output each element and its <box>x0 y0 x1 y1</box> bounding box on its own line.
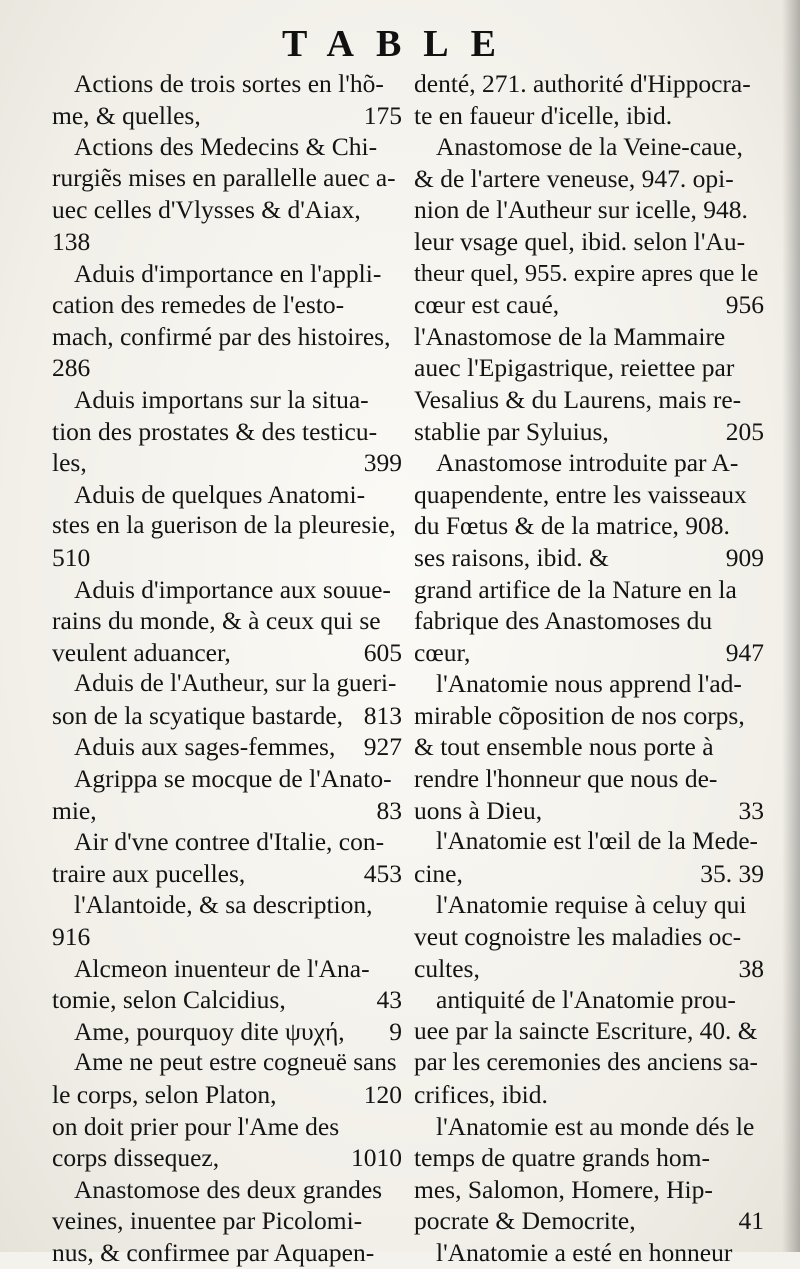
index-line <box>414 289 764 321</box>
page-reference <box>396 416 402 448</box>
index-line <box>414 826 764 858</box>
index-line <box>414 605 764 637</box>
index-line <box>414 1205 764 1237</box>
page-reference <box>758 1142 764 1174</box>
page-reference <box>758 889 764 921</box>
index-entry-text: antiquité de l'Anatomie prou- <box>436 985 736 1015</box>
index-line <box>414 700 764 732</box>
index-entry-text: cœur, <box>414 637 471 667</box>
index-entry-text: Anastomose de la Veine-caue, <box>436 132 743 162</box>
page-reference: 605 <box>363 637 402 667</box>
page-reference <box>758 447 764 479</box>
index-entry-text: crifices, ibid. <box>414 1080 548 1109</box>
index-line <box>52 795 402 827</box>
page-reference: 83 <box>376 795 402 825</box>
index-entry-text: uee par la saincte Escriture, 40. & <box>414 1016 758 1045</box>
page-reference <box>396 194 402 226</box>
right-column <box>414 68 764 1269</box>
index-line <box>414 984 764 1016</box>
page-reference <box>396 542 402 574</box>
page-reference <box>758 763 764 795</box>
index-entry-text: theur quel, 955. expire apres que le <box>414 259 759 287</box>
index-line <box>52 763 402 795</box>
index-entry-text: l'Alantoide, & sa description, <box>74 890 373 920</box>
index-line <box>414 637 764 669</box>
page-reference: 43 <box>376 985 402 1015</box>
index-entry-text: veut cognoistre les maladies oc- <box>414 922 742 952</box>
page-reference <box>396 826 402 858</box>
index-entry-text: Aduis de quelques Anatomi- <box>74 479 366 509</box>
index-line <box>52 352 402 384</box>
index-entry-text: pocrate & Democrite, <box>414 1206 636 1236</box>
page-reference <box>758 1079 764 1111</box>
index-line <box>52 194 402 226</box>
index-entry-text: tomie, selon Calcidius, <box>52 985 286 1015</box>
index-line <box>414 100 764 132</box>
index-line <box>52 637 402 669</box>
page-reference <box>396 921 402 953</box>
index-line <box>414 384 764 416</box>
index-entry-text: 286 <box>52 353 91 383</box>
page-reference: 927 <box>363 732 402 762</box>
index-entry-text: uons à Dieu, <box>414 795 543 825</box>
index-entry-text: Aduis de l'Autheur, sur la gueri- <box>74 670 397 698</box>
index-entry-text: tion des prostates & des testicu- <box>52 416 378 446</box>
page-reference <box>758 258 764 290</box>
index-entry-text: rendre l'honneur que nous de- <box>414 764 718 794</box>
index-entry-text: nus, & confirmee par Aquapen- <box>52 1237 375 1267</box>
page-reference: 1010 <box>351 1143 402 1173</box>
index-line <box>52 542 402 574</box>
index-line <box>52 1237 402 1269</box>
index-line <box>414 542 764 574</box>
page-reference <box>758 352 764 384</box>
page-reference <box>396 68 402 100</box>
index-entry-text: Anastomose des deux grandes <box>74 1174 383 1204</box>
index-line <box>52 479 402 511</box>
index-line <box>52 668 402 700</box>
page-reference: 909 <box>725 542 764 572</box>
index-entry-text: veines, inuentee par Picolomi- <box>52 1206 363 1236</box>
page-reference: 120 <box>363 1080 402 1109</box>
index-entry-text: traire aux pucelles, <box>52 858 246 888</box>
index-line <box>52 68 402 100</box>
page-reference <box>396 479 402 511</box>
index-entry-text: denté, 271. authorité d'Hippocra- <box>414 69 751 98</box>
index-entry-text: l'Anatomie nous apprend l'ad- <box>436 669 742 699</box>
page-header: TABLE <box>281 23 518 65</box>
index-entry-text: Ame ne peut estre cogneuë sans <box>74 1049 397 1077</box>
index-entry-text: 916 <box>52 922 91 952</box>
index-entry-text: rurgiẽs mises en parallelle auec a- <box>52 163 396 192</box>
page-reference <box>396 289 402 321</box>
page-reference: 956 <box>725 290 764 320</box>
page-reference <box>396 226 402 258</box>
page-reference: 35. 39 <box>700 858 764 888</box>
page-reference <box>758 163 764 195</box>
index-entry-text: Aduis aux sages-femmes, <box>74 732 336 762</box>
index-line <box>414 1142 764 1174</box>
index-line <box>52 1142 402 1174</box>
page-reference <box>758 1174 764 1206</box>
index-entry-text: par les ceremonies des anciens sa- <box>414 1049 758 1077</box>
page-edge-shadow <box>782 0 800 1252</box>
index-entry-text: temps de quatre grands hom- <box>414 1143 711 1173</box>
index-line <box>52 510 402 542</box>
index-line <box>414 889 764 921</box>
page-reference <box>396 953 402 985</box>
index-line <box>414 763 764 795</box>
index-line <box>52 700 402 732</box>
index-entry-text: stes en la guerison de la pleuresie, <box>52 512 396 540</box>
index-entry-text: Aduis d'importance en l'appli- <box>74 258 382 288</box>
index-entry-text: l'Anastomose de la Mammaire <box>414 321 726 351</box>
index-line <box>414 352 764 384</box>
index-line <box>414 731 764 763</box>
page-reference <box>396 1237 402 1269</box>
page-reference <box>396 574 402 606</box>
index-line <box>414 1047 764 1079</box>
index-line <box>414 1079 764 1111</box>
index-line <box>414 194 764 226</box>
index-entry-text: grand artifice de la Nature en la <box>414 574 737 604</box>
index-line <box>52 416 402 448</box>
page-reference: 205 <box>725 416 764 446</box>
index-line <box>414 953 764 985</box>
page-reference <box>396 163 402 195</box>
page-reference: 33 <box>738 795 764 825</box>
page-reference <box>396 1111 402 1143</box>
index-entry-text: te en faueur d'icelle, ibid. <box>414 100 673 130</box>
page-reference <box>396 763 402 795</box>
index-line <box>414 163 764 195</box>
index-entry-text: du Fœtus & de la matrice, 908. <box>414 511 730 541</box>
page-reference <box>758 574 764 606</box>
index-entry-text: corps dissequez, <box>52 1143 220 1173</box>
index-line <box>52 1205 402 1237</box>
page-reference: 399 <box>363 448 402 478</box>
index-entry-text: Aduis importans sur la situa- <box>74 384 369 414</box>
index-entry-text: le corps, selon Platon, <box>52 1080 277 1109</box>
index-line <box>414 858 764 890</box>
index-line <box>52 1047 402 1079</box>
index-line <box>414 131 764 163</box>
index-line <box>414 321 764 353</box>
index-line <box>52 258 402 290</box>
page-reference <box>758 68 764 100</box>
page-reference <box>396 258 402 290</box>
index-entry-text: & tout ensemble nous porte à <box>414 732 714 762</box>
page-reference <box>396 352 402 384</box>
page-reference <box>397 1047 403 1079</box>
index-entry-text: Aduis d'importance aux souue- <box>74 574 391 604</box>
index-entry-text: l'Anatomie est l'œil de la Mede- <box>436 828 758 856</box>
index-line <box>414 668 764 700</box>
index-entry-text: nion de l'Autheur sur icelle, 948. <box>414 195 748 225</box>
page-reference <box>396 889 402 921</box>
page-reference <box>758 226 764 258</box>
index-entry-text: mie, <box>52 795 97 825</box>
index-line <box>414 795 764 827</box>
index-line <box>414 258 764 290</box>
index-line <box>52 953 402 985</box>
index-line <box>414 921 764 953</box>
index-line <box>414 1237 764 1269</box>
index-entry-text: son de la scyatique bastarde, <box>52 700 344 730</box>
index-entry-text: l'Anatomie requise à celuy qui <box>436 890 747 920</box>
index-line <box>52 984 402 1016</box>
index-line <box>52 1016 402 1048</box>
page-reference <box>758 384 764 416</box>
page-reference <box>396 1174 402 1206</box>
page-reference <box>758 1111 764 1143</box>
index-line <box>52 889 402 921</box>
index-entry-text: leur vsage quel, ibid. selon l'Au- <box>414 226 746 256</box>
page-reference <box>758 826 764 858</box>
index-line <box>52 1079 402 1111</box>
index-line <box>52 605 402 637</box>
index-entry-text: 510 <box>52 542 91 572</box>
page-reference <box>758 1016 764 1048</box>
index-entry-text: mach, confirmé par des histoires, <box>52 321 391 351</box>
index-entry-text: quapendente, entre les vaisseaux <box>414 479 747 509</box>
index-entry-text: Actions de trois sortes en l'hõ- <box>74 69 384 98</box>
page-reference <box>396 1205 402 1237</box>
index-entry-text: mes, Salomon, Homere, Hip- <box>414 1174 713 1204</box>
index-line <box>414 416 764 448</box>
index-entry-text: l'Anatomie a esté en honneur <box>436 1237 733 1267</box>
index-line <box>52 1111 402 1143</box>
page-reference <box>396 384 402 416</box>
index-line <box>52 858 402 890</box>
index-entry-text: l'Anatomie est au monde dés le <box>436 1111 755 1141</box>
page-reference <box>758 731 764 763</box>
left-column <box>52 68 402 1269</box>
page-reference <box>758 1047 764 1079</box>
index-line <box>414 68 764 100</box>
index-entry-text: cine, <box>414 858 463 888</box>
index-entry-text: fabrique des Anastomoses du <box>414 606 713 636</box>
page-reference <box>396 131 402 163</box>
index-entry-text: Alcmeon inuenteur de l'Ana- <box>74 953 370 983</box>
index-entry-text: cultes, <box>414 953 480 983</box>
page-reference: 175 <box>363 100 402 130</box>
index-entry-text: rains du monde, & à ceux qui se <box>52 606 381 636</box>
page-reference: 813 <box>363 700 402 730</box>
index-line <box>414 447 764 479</box>
index-entry-text: uec celles d'Vlysses & d'Aiax, <box>52 195 361 225</box>
page-reference <box>396 510 402 542</box>
index-line <box>414 479 764 511</box>
index-line <box>52 100 402 132</box>
index-entry-text: Ame, pourquoy dite ψυχή, <box>74 1016 345 1046</box>
index-entry-text: cœur est caué, <box>414 290 560 320</box>
index-line <box>52 1174 402 1206</box>
index-line <box>414 1174 764 1206</box>
index-line <box>414 1111 764 1143</box>
page-reference <box>758 131 764 163</box>
index-line <box>52 321 402 353</box>
page-reference <box>396 605 402 637</box>
page-reference <box>758 194 764 226</box>
page-reference <box>758 321 764 353</box>
index-line <box>414 510 764 542</box>
index-entry-text: Air d'vne contree d'Italie, con- <box>74 827 385 857</box>
index-line <box>414 574 764 606</box>
index-line <box>52 921 402 953</box>
page-reference <box>758 984 764 1016</box>
index-entry-text: les, <box>52 448 87 478</box>
page-reference: 9 <box>389 1016 402 1046</box>
index-entry-text: Anastomose introduite par A- <box>436 448 739 478</box>
index-line <box>52 731 402 763</box>
page-reference <box>758 100 764 132</box>
index-entry-text: stablie par Syluius, <box>414 416 609 446</box>
index-entry-text: 138 <box>52 226 91 256</box>
index-entry-text: on doit prier pour l'Ame des <box>52 1111 340 1141</box>
index-line <box>52 826 402 858</box>
index-entry-text: Vesalius & du Laurens, mais re- <box>414 384 742 414</box>
page-reference <box>758 510 764 542</box>
index-entry-text: cation des remedes de l'esto- <box>52 290 345 320</box>
index-line <box>52 384 402 416</box>
page-reference <box>758 921 764 953</box>
index-entry-text: veulent aduancer, <box>52 637 231 667</box>
page-reference: 947 <box>725 637 764 667</box>
page-reference <box>758 700 764 732</box>
page-reference: 38 <box>738 953 764 983</box>
index-entry-text: ses raisons, ibid. & <box>414 542 609 572</box>
index-line <box>52 131 402 163</box>
index-entry-text: & de l'artere veneuse, 947. opi- <box>414 163 734 193</box>
index-entry-text: Agrippa se mocque de l'Anato- <box>74 764 392 794</box>
page-reference: 453 <box>363 858 402 888</box>
page-reference <box>396 668 402 700</box>
index-entry-text: mirable cõposition de nos corps, <box>414 700 745 730</box>
page-reference <box>396 321 402 353</box>
index-entry-text: Actions des Medecins & Chi- <box>74 132 378 162</box>
index-entry-text: auec l'Epigastrique, reiettee par <box>414 353 735 383</box>
index-entry-text: me, & quelles, <box>52 100 201 130</box>
index-line <box>414 1016 764 1048</box>
index-line <box>414 226 764 258</box>
page-reference <box>758 479 764 511</box>
page-reference: 41 <box>738 1206 764 1236</box>
index-line <box>52 447 402 479</box>
index-line <box>52 163 402 195</box>
page-reference <box>758 605 764 637</box>
index-line <box>52 289 402 321</box>
index-line <box>52 574 402 606</box>
index-line <box>52 226 402 258</box>
page-reference <box>758 1237 764 1269</box>
page-reference <box>758 668 764 700</box>
